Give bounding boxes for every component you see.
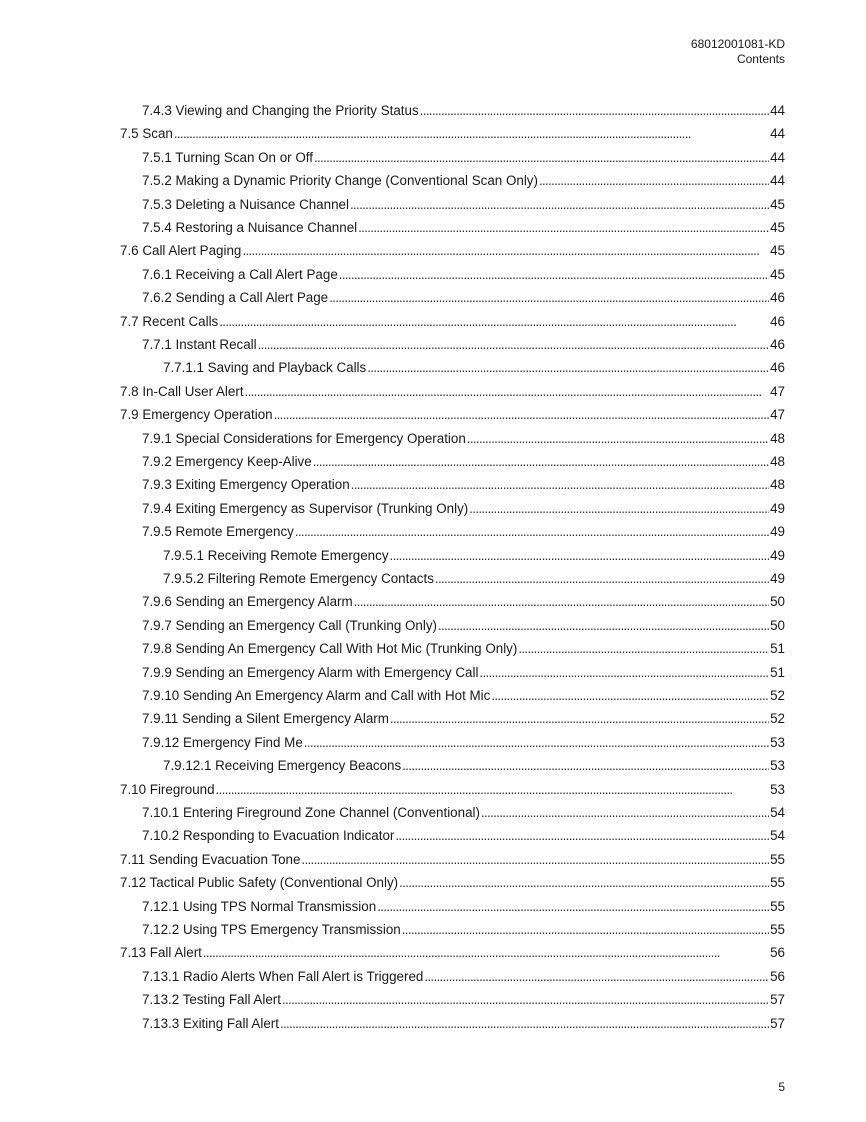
toc-entry-page: 55	[770, 898, 785, 914]
toc-entry-page: 53	[770, 781, 785, 797]
toc-entry-title: 7.13 Fall Alert	[120, 945, 202, 961]
toc-dot-leader	[280, 1015, 769, 1032]
toc-entry[interactable]	[142, 798, 785, 821]
toc-entry[interactable]	[142, 892, 785, 915]
toc-entry-title: 7.10.1 Entering Fireground Zone Channel (Conventional)	[142, 805, 480, 820]
toc-entry-page: 49	[770, 571, 785, 586]
toc-entry-page: 48	[770, 430, 785, 446]
toc-dot-leader	[377, 898, 769, 915]
toc-dot-leader	[435, 570, 769, 587]
toc-entry-title: 7.5.3 Deleting a Nuisance Channel	[142, 196, 349, 212]
toc-entry-title: 7.10 Fireground	[120, 781, 215, 797]
toc-dot-leader	[467, 430, 769, 447]
toc-entry-title: 7.5.4 Restoring a Nuisance Channel	[142, 220, 358, 235]
toc-dot-leader	[367, 359, 769, 376]
toc-dot-leader	[491, 687, 769, 704]
toc-dot-leader	[216, 781, 770, 798]
toc-entry[interactable]	[142, 634, 785, 657]
toc-entry[interactable]	[163, 564, 785, 587]
toc-dot-leader	[358, 219, 769, 236]
toc-entry[interactable]	[163, 353, 785, 376]
toc-entry-page: 49	[770, 547, 785, 563]
toc-entry-page: 54	[770, 828, 785, 844]
toc-dot-leader	[203, 944, 769, 961]
toc-entry-title: 7.5.2 Making a Dynamic Priority Change (Conventional Scan Only)	[142, 173, 538, 189]
toc-entry-page: 57	[770, 992, 785, 1008]
toc-dot-leader	[304, 734, 769, 751]
toc-entry[interactable]	[142, 1009, 785, 1032]
toc-entry[interactable]	[142, 470, 785, 493]
toc-entry-page: 47	[770, 407, 785, 423]
toc-dot-leader	[424, 968, 769, 985]
toc-entry-page: 56	[770, 945, 785, 961]
toc-entry-title: 7.9.7 Sending an Emergency Call (Trunking Only)	[142, 617, 437, 633]
toc-dot-leader	[245, 383, 770, 400]
toc-entry-page: 55	[770, 875, 785, 891]
toc-entry-page: 51	[770, 641, 785, 657]
toc-entry[interactable]	[142, 494, 785, 517]
toc-dot-leader	[314, 149, 769, 166]
toc-entry-title: 7.6.1 Receiving a Call Alert Page	[142, 266, 338, 282]
toc-dot-leader	[301, 851, 769, 868]
toc-entry[interactable]	[142, 166, 785, 189]
toc-entry[interactable]	[120, 868, 785, 891]
toc-entry[interactable]	[142, 283, 785, 306]
toc-entry[interactable]	[142, 681, 785, 704]
toc-entry-page: 44	[770, 103, 785, 118]
toc-dot-leader	[313, 453, 769, 470]
toc-dot-leader	[539, 172, 769, 189]
toc-entry-page: 55	[770, 851, 785, 867]
toc-entry[interactable]	[142, 611, 785, 634]
toc-entry[interactable]	[120, 400, 785, 423]
toc-entry-page: 53	[770, 734, 785, 750]
toc-entry[interactable]	[142, 424, 785, 447]
toc-entry-title: 7.4.3 Viewing and Changing the Priority Status	[142, 103, 419, 118]
toc-entry-page: 46	[770, 313, 785, 329]
toc-entry-page: 44	[770, 149, 785, 165]
toc-dot-leader	[469, 500, 769, 517]
toc-entry-title: 7.5 Scan	[120, 126, 173, 142]
page-number: 5	[778, 1080, 785, 1094]
toc-entry-title: 7.9.5.2 Filtering Remote Emergency Contacts	[163, 571, 434, 586]
toc-entry[interactable]	[142, 704, 785, 727]
toc-entry-page: 48	[770, 477, 785, 493]
toc-dot-leader	[390, 547, 770, 564]
toc-entry-page: 46	[770, 360, 785, 376]
toc-dot-leader	[481, 804, 769, 821]
page-header	[691, 37, 785, 67]
toc-dot-leader	[390, 710, 769, 727]
toc-entry[interactable]	[142, 96, 785, 119]
toc-dot-leader	[438, 617, 769, 634]
toc-entry[interactable]	[142, 658, 785, 681]
toc-entry[interactable]	[142, 587, 785, 610]
toc-entry[interactable]	[142, 330, 785, 353]
section-name: Contents	[736, 52, 785, 66]
toc-entry-title: 7.9.12 Emergency Find Me	[142, 734, 303, 750]
toc-entry-page: 52	[770, 711, 785, 727]
toc-entry-page: 44	[770, 126, 785, 142]
toc-dot-leader	[402, 757, 769, 774]
toc-entry-title: 7.7.1.1 Saving and Playback Calls	[163, 360, 367, 376]
toc-entry-title: 7.9.10 Sending An Emergency Alarm and Call with Hot Mic	[142, 688, 491, 703]
toc-entry[interactable]	[120, 307, 785, 330]
toc-dot-leader	[329, 289, 769, 306]
toc-entry[interactable]	[142, 985, 785, 1008]
toc-dot-leader	[420, 102, 769, 119]
toc-dot-leader	[242, 242, 769, 259]
toc-entry-title: 7.9.8 Sending An Emergency Call With Hot Mic (Trunking Only)	[142, 641, 518, 657]
toc-dot-leader	[402, 921, 769, 938]
toc-entry[interactable]	[142, 962, 785, 985]
toc-entry-title: 7.9.1 Special Considerations for Emergency Operation	[142, 430, 466, 446]
toc-entry-title: 7.9.9 Sending an Emergency Alarm with Emergency Call	[142, 664, 479, 680]
toc-dot-leader	[518, 640, 769, 657]
toc-entry-page: 52	[770, 688, 785, 703]
toc-entry[interactable]	[142, 260, 785, 283]
toc-dot-leader	[282, 991, 769, 1008]
toc-entry-title: 7.7.1 Instant Recall	[142, 337, 257, 352]
toc-entry-title: 7.9.3 Exiting Emergency Operation	[142, 477, 350, 493]
toc-dot-leader	[395, 827, 769, 844]
toc-entry-page: 54	[770, 805, 785, 820]
toc-dot-leader	[354, 593, 769, 610]
toc-entry-title: 7.12.1 Using TPS Normal Transmission	[142, 898, 377, 914]
toc-dot-leader	[339, 266, 769, 283]
toc-entry[interactable]	[120, 377, 785, 400]
toc-entry-page: 45	[770, 243, 785, 259]
toc-entry-page: 49	[770, 524, 785, 540]
toc-dot-leader	[351, 476, 769, 493]
toc-entry-title: 7.9.12.1 Receiving Emergency Beacons	[163, 758, 402, 774]
toc-entry-title: 7.8 In-Call User Alert	[120, 383, 244, 399]
toc-entry-title: 7.10.2 Responding to Evacuation Indicator	[142, 828, 395, 844]
toc-entry[interactable]	[142, 915, 785, 938]
toc-entry-title: 7.9.5 Remote Emergency	[142, 524, 294, 540]
toc-entry-page: 46	[770, 290, 785, 306]
toc-entry[interactable]	[120, 938, 785, 961]
toc-entry[interactable]	[142, 517, 785, 540]
toc-entry-page: 56	[770, 968, 785, 984]
toc-dot-leader	[258, 336, 769, 353]
toc-entry[interactable]	[142, 728, 785, 751]
toc-entry-page: 48	[770, 454, 785, 469]
toc-entry-page: 55	[770, 922, 785, 937]
toc-entry[interactable]	[120, 119, 785, 142]
toc-entry-page: 45	[770, 266, 785, 282]
toc-entry-title: 7.9 Emergency Operation	[120, 407, 273, 423]
toc-entry-title: 7.5.1 Turning Scan On or Off	[142, 149, 313, 165]
toc-entry-title: 7.9.6 Sending an Emergency Alarm	[142, 594, 353, 610]
toc-dot-leader	[479, 664, 769, 681]
toc-entry-title: 7.9.11 Sending a Silent Emergency Alarm	[142, 711, 389, 727]
toc-entry-title: 7.13.3 Exiting Fall Alert	[142, 1015, 279, 1031]
toc-entry-page: 57	[770, 1015, 785, 1031]
toc-entry[interactable]	[163, 751, 785, 774]
toc-entry-page: 47	[770, 383, 785, 399]
toc-entry[interactable]	[120, 236, 785, 259]
toc-entry-title: 7.6 Call Alert Paging	[120, 243, 242, 259]
toc-entry-page: 51	[770, 664, 785, 680]
toc-dot-leader	[274, 406, 770, 423]
toc-entry-title: 7.13.1 Radio Alerts When Fall Alert is Triggered	[142, 968, 424, 984]
toc-dot-leader	[174, 125, 769, 142]
toc-entry-title: 7.9.5.1 Receiving Remote Emergency	[163, 547, 389, 563]
toc-entry[interactable]	[120, 775, 785, 798]
toc-dot-leader	[399, 874, 769, 891]
toc-entry[interactable]	[163, 541, 785, 564]
toc-entry-page: 45	[770, 220, 785, 235]
toc-entry-title: 7.11 Sending Evacuation Tone	[120, 851, 301, 867]
toc-entry[interactable]	[142, 821, 785, 844]
document-id: 68012001081-KD	[690, 37, 785, 51]
toc-entry-title: 7.13.2 Testing Fall Alert	[142, 992, 281, 1008]
toc-entry[interactable]	[142, 190, 785, 213]
toc-dot-leader	[350, 196, 769, 213]
toc-entry-title: 7.6.2 Sending a Call Alert Page	[142, 290, 329, 306]
toc-entry[interactable]	[120, 845, 785, 868]
toc-entry-page: 50	[770, 594, 785, 610]
toc-entry-title: 7.12 Tactical Public Safety (Conventional Only)	[120, 875, 399, 891]
toc-entry-page: 46	[770, 337, 785, 352]
toc-entry-page: 45	[770, 196, 785, 212]
toc-entry[interactable]	[142, 213, 785, 236]
toc-entry-title: 7.7 Recent Calls	[120, 313, 219, 329]
toc-entry-page: 44	[770, 173, 785, 189]
toc-dot-leader	[219, 313, 769, 330]
toc-entry-page: 50	[770, 617, 785, 633]
toc-dot-leader	[295, 523, 769, 540]
toc-entry-page: 53	[770, 758, 785, 774]
toc-entry-title: 7.9.4 Exiting Emergency as Supervisor (Trunking Only)	[142, 500, 469, 516]
toc-entry-title: 7.9.2 Emergency Keep-Alive	[142, 454, 312, 469]
toc-entry[interactable]	[142, 143, 785, 166]
toc-entry-page: 49	[770, 500, 785, 516]
toc-entry[interactable]	[142, 447, 785, 470]
toc-entry-title: 7.12.2 Using TPS Emergency Transmission	[142, 922, 401, 937]
